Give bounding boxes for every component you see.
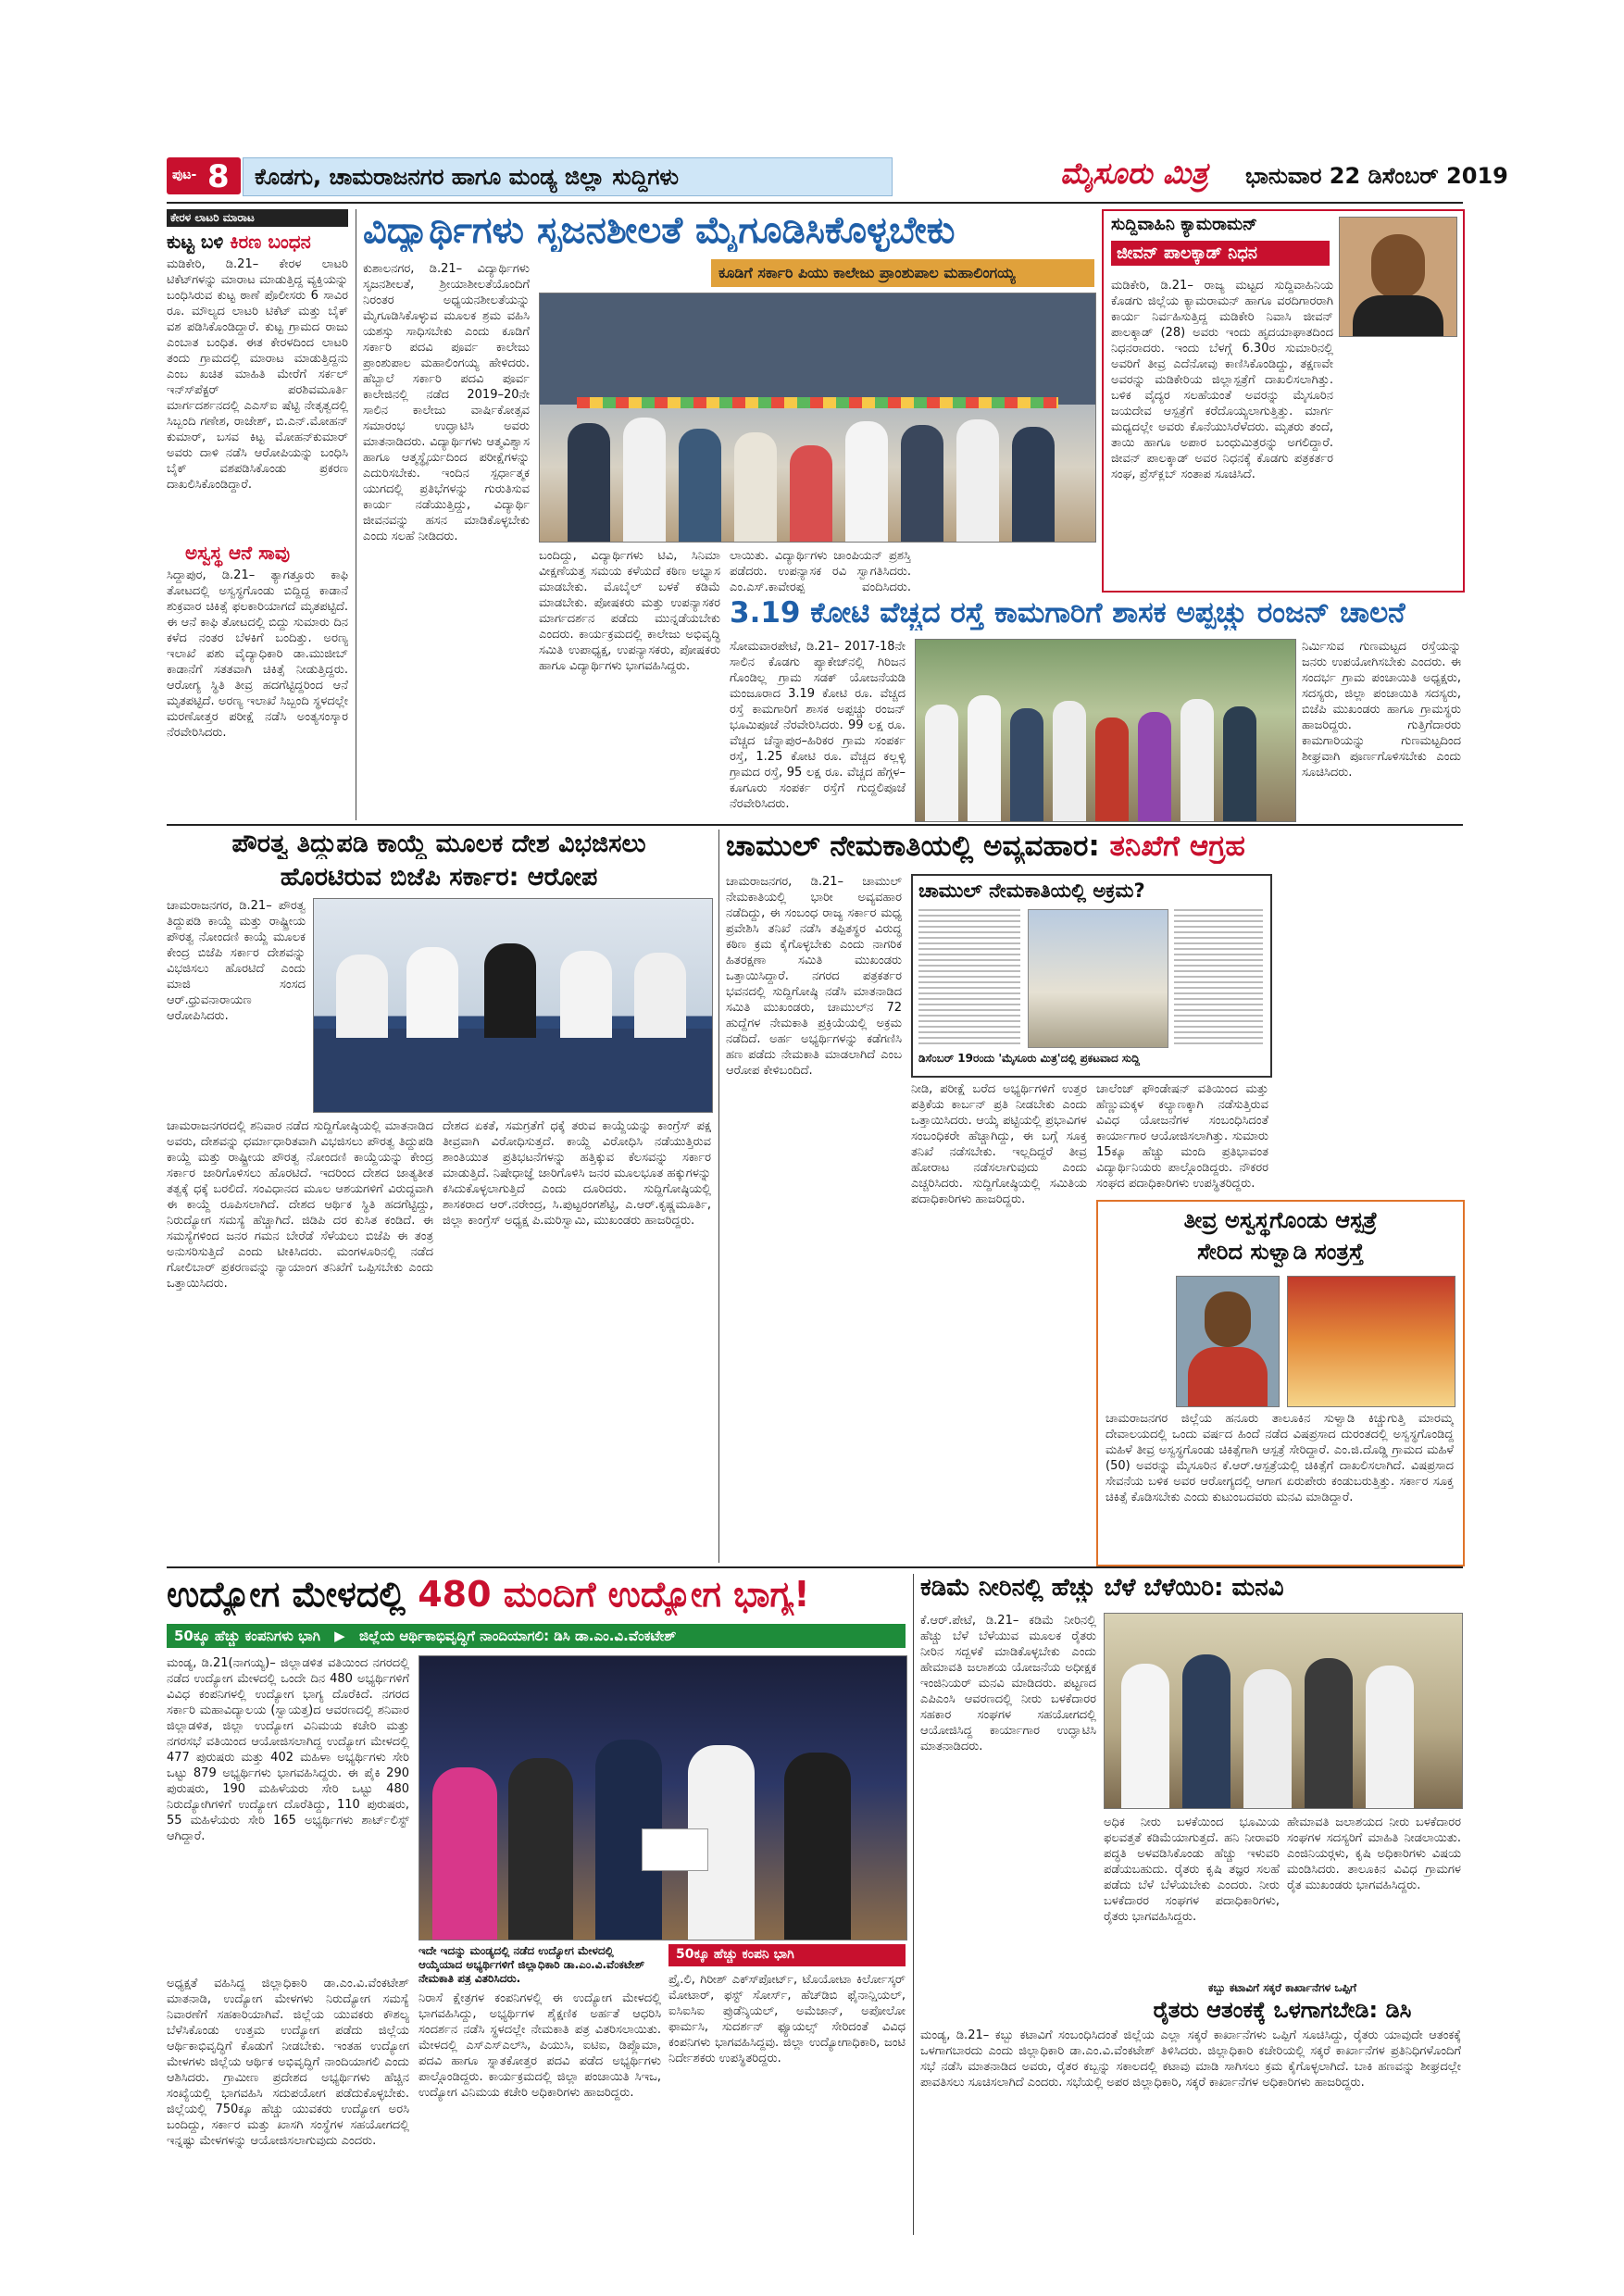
journalist-portrait	[1339, 217, 1457, 337]
dc-body: ಮಂಡ್ಯ, ಡಿ.21– ಕಬ್ಬು ಕಟಾವಿಗೆ ಸಂಬಂಧಿಸಿದಂತೆ ಜಿಲ್ಲೆಯ ಎಲ್ಲಾ ಸಕ್ಕರೆ ಕಾರ್ಖಾನೆಗಳು ಒಪ್ಪಿಗೆ ಸೂಚಿಸಿದ್ದು, ರೈತರು ಯಾವುದೇ ಆತಂಕಕ್ಕೆ ಒಳಗಾಗಬಾರದು ಎಂದು ಜಿಲ್ಲಾಧಿಕಾರಿ ಡಾ.ಎಂ.ವಿ.ವೆಂಕಟೇಶ್ ತಿಳಿಸಿದರು. ಜಿಲ್ಲಾಧಿಕಾರಿ ಕಚೇರಿಯಲ್ಲಿ ಸಕ್ಕರೆ ಕಾರ್ಖಾನೆಗಳ ಪ್ರತಿನಿಧಿಗಳೊಂದಿಗೆ ಸಭೆ ನಡೆಸಿ ಮಾತನಾಡಿದ ಅವರು, ರೈತರ ಕಬ್ಬನ್ನು ಸಕಾಲದಲ್ಲಿ ಕಟಾವು ಮಾಡಿ ಸಾಗಿಸಲು ಕ್ರಮ ಕೈಗೊಳ್ಳಲಾಗಿದೆ. ಬಾಕಿ ಹಣವನ್ನು ಶೀಘ್ರದಲ್ಲೇ ಪಾವತಿಸಲು ಸೂಚಿಸಲಾಗಿದೆ ಎಂದರು. ಸಭೆಯಲ್ಲಿ ಅಪರ ಜಿಲ್ಲಾಧಿಕಾರಿ, ಸಕ್ಕರೆ ಕಾರ್ಖಾನೆಗಳ ಅಧಿಕಾರಿಗಳು ಹಾಜರಿದ್ದರು.	[920, 2028, 1461, 2090]
section-title-bar	[243, 157, 893, 196]
farmers-headline: ಕಡಿಮೆ ನೀರಿನಲ್ಲಿ ಹೆಚ್ಚು ಬೆಳೆ ಬೆಳೆಯಿರಿ: ಮನವಿ	[920, 1574, 1284, 1602]
page-header	[167, 156, 1508, 198]
journalist-headline: ಜೀವನ್ ಪಾಲಕ್ಕಾಡ್ ನಿಧನ	[1111, 241, 1330, 266]
sulwadi-body: ಚಾಮರಾಜನಗರ ಜಿಲ್ಲೆಯ ಹನೂರು ತಾಲೂಕಿನ ಸುಳ್ವಾಡಿ ಕಿಚ್ಚುಗುತ್ತಿ ಮಾರಮ್ಮ ದೇವಾಲಯದಲ್ಲಿ ಒಂದು ವರ್ಷದ ಹಿಂದೆ ನಡೆದ ವಿಷಪ್ರಸಾದ ದುರಂತದಲ್ಲಿ ಅಸ್ವಸ್ಥಗೊಂಡಿದ್ದ ಮಹಿಳೆ ತೀವ್ರ ಅಸ್ವಸ್ಥಗೊಂಡು ಚಿಕಿತ್ಸೆಗಾಗಿ ಆಸ್ಪತ್ರೆ ಸೇರಿದ್ದಾರೆ. ಎಂ.ಜಿ.ದೊಡ್ಡಿ ಗ್ರಾಮದ ಮಹಿಳೆ (50) ಅವರನ್ನು ಮೈಸೂರಿನ ಕೆ.ಆರ್.ಆಸ್ಪತ್ರೆಯಲ್ಲಿ ಚಿಕಿತ್ಸೆಗೆ ದಾಖಲಿಸಲಾಗಿದೆ. ವಿಷಪ್ರಸಾದ ಸೇವನೆಯ ಬಳಿಕ ಅವರ ಆರೋಗ್ಯದಲ್ಲಿ ಆಗಾಗ ಏರುಪೇರು ಕಂಡುಬರುತ್ತಿತ್ತು. ಸರ್ಕಾರ ಸೂಕ್ತ ಚಿಕಿತ್ಸೆ ಕೊಡಿಸಬೇಕು ಎಂದು ಕುಟುಂಬದವರು ಮನವಿ ಮಾಡಿದ್ದಾರೆ.	[1106, 1412, 1454, 1504]
section-title: ಕೊಡಗು, ಚಾಮರಾಜನಗರ ಹಾಗೂ ಮಂಡ್ಯ ಜಿಲ್ಲಾ ಸುದ್ದಿಗಳು	[255, 164, 680, 190]
page-label: ಪುಟ-	[172, 168, 197, 182]
chamul-headline	[726, 830, 1463, 864]
road-photo	[915, 639, 1296, 822]
row1-rule	[167, 824, 1463, 826]
citizenship-photo	[313, 898, 713, 1113]
kerala-story	[167, 209, 348, 820]
sulwadi-temple-photo	[1287, 1276, 1455, 1407]
citizenship-body-col1: ಚಾಮರಾಜನಗರದಲ್ಲಿ ಶನಿವಾರ ನಡೆದ ಸುದ್ದಿಗೋಷ್ಠಿಯಲ್ಲಿ ಮಾತನಾಡಿದ ಅವರು, ದೇಶವನ್ನು ಧರ್ಮಾಧಾರಿತವಾಗಿ ವಿಭಜಿಸಲು ಪೌರತ್ವ ತಿದ್ದುಪಡಿ ಕಾಯ್ದೆ ಮತ್ತು ರಾಷ್ಟ್ರೀಯ ಪೌರತ್ವ ನೋಂದಣಿ ಕಾಯ್ದೆಯನ್ನು ಕೇಂದ್ರ ಸರ್ಕಾರ ಜಾರಿಗೊಳಿಸಲು ಹೊರಟಿದೆ. ಇದರಿಂದ ದೇಶದ ಜಾತ್ಯತೀತ ತತ್ವಕ್ಕೆ ಧಕ್ಕೆ ಬರಲಿದೆ. ಸಂವಿಧಾನದ ಮೂಲ ಆಶಯಗಳಿಗೆ ವಿರುದ್ಧವಾಗಿ ಈ ಕಾಯ್ದೆ ರೂಪಿಸಲಾಗಿದೆ. ದೇಶದ ಆರ್ಥಿಕ ಸ್ಥಿತಿ ಹದಗೆಟ್ಟಿದ್ದು, ನಿರುದ್ಯೋಗ ಸಮಸ್ಯೆ ಹೆಚ್ಚಾಗಿದೆ. ಜಿಡಿಪಿ ದರ ಕುಸಿತ ಕಂಡಿದೆ. ಈ ಸಮಸ್ಯೆಗಳಿಂದ ಜನರ ಗಮನ ಬೇರೆಡೆ ಸೆಳೆಯಲು ಬಿಜೆಪಿ ಈ ತಂತ್ರ ಅನುಸರಿಸುತ್ತಿದೆ ಎಂದು ಟೀಕಿಸಿದರು. ಮಂಗಳೂರಿನಲ್ಲಿ ನಡೆದ ಗೋಲಿಬಾರ್ ಪ್ರಕರಣವನ್ನು ನ್ಯಾಯಾಂಗ ತನಿಖೆಗೆ ಒಪ್ಪಿಸಬೇಕು ಎಂದು ಒತ್ತಾಯಿಸಿದರು.	[167, 1119, 433, 1291]
jobfair-body-left: ಮಂಡ್ಯ, ಡಿ.21(ನಾಗಯ್ಯ)– ಜಿಲ್ಲಾಡಳಿತ ವತಿಯಿಂದ ನಗರದಲ್ಲಿ ನಡೆದ ಉದ್ಯೋಗ ಮೇಳದಲ್ಲಿ ಒಂದೇ ದಿನ 480 ಅಭ್ಯರ್ಥಿಗಳಿಗೆ ವಿವಿಧ ಕಂಪನಿಗಳಲ್ಲಿ ಉದ್ಯೋಗ ಭಾಗ್ಯ ದೊರೆಕಿದೆ. ನಗರದ ಸರ್ಕಾರಿ ಮಹಾವಿದ್ಯಾಲಯ (ಸ್ವಾಯತ್ತ)ದ ಆವರಣದಲ್ಲಿ ಶನಿವಾರ ಜಿಲ್ಲಾಡಳಿತ, ಜಿಲ್ಲಾ ಉದ್ಯೋಗ ವಿನಿಮಯ ಕಚೇರಿ ಮತ್ತು ನಗರಸಭೆ ವತಿಯಿಂದ ಆಯೋಜಿಸಲಾಗಿದ್ದ ಉದ್ಯೋಗ ಮೇಳದಲ್ಲಿ 477 ಪುರುಷರು ಮತ್ತು 402 ಮಹಿಳಾ ಅಭ್ಯರ್ಥಿಗಳು ಸೇರಿ ಒಟ್ಟು 879 ಅಭ್ಯರ್ಥಿಗಳು ಭಾಗವಹಿಸಿದ್ದರು. ಈ ಪೈಕಿ 290 ಪುರುಷರು, 190 ಮಹಿಳೆಯರು ಸೇರಿ ಒಟ್ಟು 480 ನಿರುದ್ಯೋಗಿಗಳಿಗೆ ಉದ್ಯೋಗ ದೊರೆತಿದ್ದು, 110 ಪುರುಷರು, 55 ಮಹಿಳೆಯರು ಸೇರಿ 165 ಅಭ್ಯರ್ಥಿಗಳು ಶಾರ್ಟ್‍ಲಿಸ್ಟ್ ಆಗಿದ್ದಾರೆ.	[167, 1656, 409, 1843]
road-body-left: ಸೋಮವಾರಪೇಟೆ, ಡಿ.21– 2017-18ನೇ ಸಾಲಿನ ಕೊಡಗು ಪ್ಯಾಕೇಜ್‍ನಲ್ಲಿ ಗಿರಿಜನ ಗೊಂಡಿಲ್ಲ ಗ್ರಾಮ ಸಡಕ್ ಯೋಜನೆಯಡಿ ಮಂಜೂರಾದ 3.19 ಕೋಟಿ ರೂ. ವೆಚ್ಚದ ರಸ್ತೆ ಕಾಮಗಾರಿಗೆ ಶಾಸಕ ಅಪ್ಪಚ್ಚು ರಂಜನ್ ಭೂಮಿಪೂಜೆ ನೆರವೇರಿಸಿದರು. 99 ಲಕ್ಷ ರೂ. ವೆಚ್ಚದ ಚೆನ್ನಾಪುರ–ಹಿರಿಕರ ಗ್ರಾಮ ಸಂಪರ್ಕ ರಸ್ತೆ, 1.25 ಕೋಟಿ ರೂ. ವೆಚ್ಚದ ಕಲ್ಲಳ್ಳಿ ಗ್ರಾಮದ ರಸ್ತೆ, 95 ಲಕ್ಷ ರೂ. ವೆಚ್ಚದ ಹೆಗ್ಗಳ–ಕೂಗೂರು ಸಂಪರ್ಕ ರಸ್ತೆಗೆ ಗುದ್ದಲಿಪೂಜೆ ನೆರವೇರಿಸಿದರು.	[730, 640, 906, 811]
chamul-body-mid: ನೀಡಿ, ಪರೀಕ್ಷೆ ಬರೆದ ಅಭ್ಯರ್ಥಿಗಳಿಗೆ ಉತ್ತರ ಪತ್ರಿಕೆಯ ಕಾರ್ಬನ್ ಪ್ರತಿ ನೀಡಬೇಕು ಎಂದು ಒತ್ತಾಯಿಸಿದರು. ಆಯ್ಕೆ ಪಟ್ಟಿಯಲ್ಲಿ ಪ್ರಭಾವಿಗಳ ಸಂಬಂಧಿಕರೇ ಹೆಚ್ಚಾಗಿದ್ದು, ಈ ಬಗ್ಗೆ ಸೂಕ್ತ ತನಿಖೆ ನಡೆಸಬೇಕು. ಇಲ್ಲದಿದ್ದರೆ ತೀವ್ರ ಹೋರಾಟ ನಡೆಸಲಾಗುವುದು ಎಂದು ಎಚ್ಚರಿಸಿದರು. ಸುದ್ದಿಗೋಷ್ಠಿಯಲ್ಲಿ ಸಮಿತಿಯ ಪದಾಧಿಕಾರಿಗಳು ಹಾಜರಿದ್ದರು.	[911, 1082, 1087, 1206]
students-headline: ವಿದ್ಯಾರ್ಥಿಗಳು ಸೃಜನಶೀಲತೆ ಮೈಗೂಡಿಸಿಕೊಳ್ಳಬೇಕು	[363, 209, 956, 252]
certificate	[642, 1828, 708, 1871]
jobfair-body-left-2: ಅಧ್ಯಕ್ಷತೆ ವಹಿಸಿದ್ದ ಜಿಲ್ಲಾಧಿಕಾರಿ ಡಾ.ಎಂ.ವಿ.ವೆಂಕಟೇಶ್ ಮಾತನಾಡಿ, ಉದ್ಯೋಗ ಮೇಳಗಳು ನಿರುದ್ಯೋಗ ಸಮಸ್ಯೆ ನಿವಾರಣೆಗೆ ಸಹಕಾರಿಯಾಗಿವೆ. ಜಿಲ್ಲೆಯ ಯುವಕರು ಕೌಶಲ್ಯ ಬೆಳೆಸಿಕೊಂಡು ಉತ್ತಮ ಉದ್ಯೋಗ ಪಡೆದು ಜಿಲ್ಲೆಯ ಆರ್ಥಿಕಾಭಿವೃದ್ಧಿಗೆ ಕೊಡುಗೆ ನೀಡಬೇಕು. ಇಂತಹ ಉದ್ಯೋಗ ಮೇಳಗಳು ಜಿಲ್ಲೆಯ ಆರ್ಥಿಕ ಅಭಿವೃದ್ಧಿಗೆ ನಾಂದಿಯಾಗಲಿ ಎಂದು ಆಶಿಸಿದರು. ಗ್ರಾಮೀಣ ಪ್ರದೇಶದ ಅಭ್ಯರ್ಥಿಗಳು ಹೆಚ್ಚಿನ ಸಂಖ್ಯೆಯಲ್ಲಿ ಭಾಗವಹಿಸಿ ಸದುಪಯೋಗ ಪಡೆದುಕೊಳ್ಳಬೇಕು. ಜಿಲ್ಲೆಯಲ್ಲಿ 750ಕ್ಕೂ ಹೆಚ್ಚು ಯುವಕರು ಉದ್ಯೋಗ ಅರಸಿ ಬಂದಿದ್ದು, ಸರ್ಕಾರ ಮತ್ತು ಖಾಸಗಿ ಸಂಸ್ಥೆಗಳ ಸಹಯೋಗದಲ್ಲಿ ಇನ್ನಷ್ಟು ಮೇಳಗಳನ್ನು ಆಯೋಜಿಸಲಾಗುವುದು ಎಂದರು.	[167, 1977, 409, 2148]
jobfair-body-right: ಪ್ರೈ.ಲಿ, ಗಿರೀಶ್ ಎಕ್ಸ್‍ಪೋರ್ಟ್, ಟೊಯೋಟಾ ಕಿರ್ಲೋಸ್ಕರ್ ಮೋಟಾರ್, ಫಸ್ಟ್ ಸೋರ್ಸ್, ಹೆಚ್‍ಡಿಬಿ ಫೈನಾನ್ಷಿಯಲ್, ಐಸಿಐಸಿಐ ಪ್ರುಡೆನ್ಶಿಯಲ್, ಅಮೆಜಾನ್, ಅಪೋಲೋ ಫಾರ್ಮಸಿ, ಸುದರ್ಶನ್ ಫ್ಯೂಯಲ್ಸ್ ಸೇರಿದಂತೆ ವಿವಿಧ ಕಂಪನಿಗಳು ಭಾಗವಹಿಸಿದ್ದವು. ಜಿಲ್ಲಾ ಉದ್ಯೋಗಾಧಿಕಾರಿ, ಜಂಟಿ ನಿರ್ದೇಶಕರು ಉಪಸ್ಥಿತರಿದ್ದರು.	[668, 1973, 906, 2065]
clip-text-block-2	[1174, 909, 1263, 1046]
dc-kicker: ಕಬ್ಬು ಕಟಾವಿಗೆ ಸಕ್ಕರೆ ಕಾರ್ಖಾನೆಗಳ ಒಪ್ಪಿಗೆ	[1207, 1981, 1356, 1994]
row2-rule	[167, 1566, 1463, 1568]
elephant-body: ಸಿದ್ದಾಪುರ, ಡಿ.21– ತ್ಯಾಗತ್ತೂರು ಕಾಫಿ ತೋಟದಲ್ಲಿ ಅಸ್ವಸ್ಥಗೊಂಡು ಬಿದ್ದಿದ್ದ ಕಾಡಾನೆ ಶುಕ್ರವಾರ ಚಿಕಿತ್ಸೆ ಫಲಕಾರಿಯಾಗದೆ ಮೃತಪಟ್ಟಿದೆ. ಈ ಆನೆ ಕಾಫಿ ತೋಟದಲ್ಲಿ ಬಿದ್ದು ಸುಮಾರು ದಿನ ಕಳೆದ ನಂತರ ಬೆಳಕಿಗೆ ಬಂದಿತ್ತು. ಅರಣ್ಯ ಇಲಾಖೆ ಪಶು ವೈದ್ಯಾಧಿಕಾರಿ ಡಾ.ಮುಜೀಬ್ ಕಾಡಾನೆಗೆ ಸತತವಾಗಿ ಚಿಕಿತ್ಸೆ ನೀಡುತ್ತಿದ್ದರು. ಆರೋಗ್ಯ ಸ್ಥಿತಿ ತೀವ್ರ ಹದಗೆಟ್ಟಿದ್ದರಿಂದ ಆನೆ ಮೃತಪಟ್ಟಿದೆ. ಅರಣ್ಯ ಇಲಾಖೆ ಸಿಬ್ಬಂದಿ ಸ್ಥಳದಲ್ಲೇ ಮರಣೋತ್ತರ ಪರೀಕ್ಷೆ ನಡೆಸಿ ಅಂತ್ಯಸಂಸ್ಕಾರ ನೆರವೇರಿಸಿದರು.	[167, 568, 348, 740]
citizenship-headline-1: ಪೌರತ್ವ ತಿದ್ದುಪಡಿ ಕಾಯ್ದೆ ಮೂಲಕ ದೇಶ ವಿಭಜಿಸಲು	[231, 830, 646, 858]
jobfair-body-mid: ನಿರಾಸೆ ಕ್ಷೇತ್ರಗಳ ಕಂಪನಿಗಳಲ್ಲಿ ಈ ಉದ್ಯೋಗ ಮೇಳದಲ್ಲಿ ಭಾಗವಹಿಸಿದ್ದು, ಅಭ್ಯರ್ಥಿಗಳ ಶೈಕ್ಷಣಿಕ ಅರ್ಹತೆ ಆಧರಿಸಿ ಸಂದರ್ಶನ ನಡೆಸಿ ಸ್ಥಳದಲ್ಲೇ ನೇಮಕಾತಿ ಪತ್ರ ವಿತರಿಸಲಾಯಿತು. ಮೇಳದಲ್ಲಿ ಎಸ್‍ಎಸ್‍ಎಲ್‍ಸಿ, ಪಿಯುಸಿ, ಐಟಿಐ, ಡಿಪ್ಲೊಮಾ, ಪದವಿ ಹಾಗೂ ಸ್ನಾತಕೋತ್ತರ ಪದವಿ ಪಡೆದ ಅಭ್ಯರ್ಥಿಗಳು ಪಾಲ್ಗೊಂಡಿದ್ದರು. ಕಾರ್ಯಕ್ರಮದಲ್ಲಿ ಜಿಲ್ಲಾ ಪಂಚಾಯಿತಿ ಸಿಇಒ, ಉದ್ಯೋಗ ವಿನಿಮಯ ಕಚೇರಿ ಅಧಿಕಾರಿಗಳು ಹಾಜರಿದ್ದರು.	[418, 1991, 661, 2100]
jobfair-headline-b: ಮಂದಿಗೆ ಉದ್ಯೋಗ ಭಾಗ್ಯ!	[503, 1574, 810, 1615]
farmers-body-b: ಅಧಿಕ ನೀರು ಬಳಕೆಯಿಂದ ಭೂಮಿಯ ಫಲವತ್ತತೆ ಕಡಿಮೆಯಾಗುತ್ತದೆ. ಹನಿ ನೀರಾವರಿ ಪದ್ಧತಿ ಅಳವಡಿಸಿಕೊಂಡು ಹೆಚ್ಚು ಇಳುವರಿ ಪಡೆಯಬಹುದು. ರೈತರು ಕೃಷಿ ತಜ್ಞರ ಸಲಹೆ ಪಡೆದು ಬೆಳೆ ಬೆಳೆಯಬೇಕು ಎಂದರು. ನೀರು ಬಳಕೆದಾರರ ಸಂಘಗಳ ಪದಾಧಿಕಾರಿಗಳು, ರೈತರು ಭಾಗವಹಿಸಿದ್ದರು.	[1104, 1816, 1280, 1924]
chamul-clipping	[911, 874, 1272, 1078]
students-body-right-2	[918, 548, 1094, 594]
chamul-headline-b: ತನಿಖೆಗೆ ಆಗ್ರಹ	[1109, 830, 1245, 863]
elephant-headline: ಅಸ್ವಸ್ಥ ಆನೆ ಸಾವು	[185, 542, 291, 564]
road-crowd	[916, 677, 1295, 821]
students-photo	[539, 293, 1096, 543]
press-table	[314, 1029, 712, 1112]
journalist-box	[1102, 209, 1465, 593]
chamul-body-left: ಚಾಮರಾಜನಗರ, ಡಿ.21– ಚಾಮುಲ್ ನೇಮಕಾತಿಯಲ್ಲಿ ಭಾರೀ ಅವ್ಯವಹಾರ ನಡೆದಿದ್ದು, ಈ ಸಂಬಂಧ ರಾಜ್ಯ ಸರ್ಕಾರ ಮಧ್ಯ ಪ್ರವೇಶಿಸಿ ತನಿಖೆ ನಡೆಸಿ ತಪ್ಪಿತಸ್ಥರ ವಿರುದ್ಧ ಕಠಿಣ ಕ್ರಮ ಕೈಗೊಳ್ಳಬೇಕು ಎಂದು ನಾಗರಿಕ ಹಿತರಕ್ಷಣಾ ಸಮಿತಿ ಮುಖಂಡರು ಒತ್ತಾಯಿಸಿದ್ದಾರೆ. ನಗರದ ಪತ್ರಕರ್ತರ ಭವನದಲ್ಲಿ ಸುದ್ದಿಗೋಷ್ಠಿ ನಡೆಸಿ ಮಾತನಾಡಿದ ಸಮಿತಿ ಮುಖಂಡರು, ಚಾಮುಲ್‍ನ 72 ಹುದ್ದೆಗಳ ನೇಮಕಾತಿ ಪ್ರಕ್ರಿಯೆಯಲ್ಲಿ ಅಕ್ರಮ ನಡೆದಿದೆ. ಅರ್ಹ ಅಭ್ಯರ್ಥಿಗಳನ್ನು ಕಡೆಗಣಿಸಿ ಹಣ ಪಡೆದು ನೇಮಕಾತಿ ಮಾಡಲಾಗಿದೆ ಎಂಬ ಆರೋಪ ಕೇಳಿಬಂದಿದೆ.	[726, 875, 902, 1078]
kerala-headline	[167, 231, 348, 253]
sulwadi-box	[1096, 1200, 1465, 1566]
citizenship-body-col2: ದೇಶದ ಏಕತೆ, ಸಮಗ್ರತೆಗೆ ಧಕ್ಕೆ ತರುವ ಕಾಯ್ದೆಯನ್ನು ಕಾಂಗ್ರೆಸ್ ಪಕ್ಷ ತೀವ್ರವಾಗಿ ವಿರೋಧಿಸುತ್ತದೆ. ಕಾಯ್ದೆ ವಿರೋಧಿಸಿ ನಡೆಯುತ್ತಿರುವ ಶಾಂತಿಯುತ ಪ್ರತಿಭಟನೆಗಳನ್ನು ಹತ್ತಿಕ್ಕುವ ಕೆಲಸವನ್ನು ಸರ್ಕಾರ ಮಾಡುತ್ತಿದೆ. ನಿಷೇಧಾಜ್ಞೆ ಜಾರಿಗೊಳಿಸಿ ಜನರ ಮೂಲಭೂತ ಹಕ್ಕುಗಳನ್ನು ಕಸಿದುಕೊಳ್ಳಲಾಗುತ್ತಿದೆ ಎಂದು ದೂರಿದರು. ಸುದ್ದಿಗೋಷ್ಠಿಯಲ್ಲಿ ಶಾಸಕರಾದ ಆರ್.ನರೇಂದ್ರ, ಸಿ.ಪುಟ್ಟರಂಗಶೆಟ್ಟಿ, ಎ.ಆರ್.ಕೃಷ್ಣಮೂರ್ತಿ, ಜಿಲ್ಲಾ ಕಾಂಗ್ರೆಸ್ ಅಧ್ಯಕ್ಷ ಪಿ.ಮರಿಸ್ವಾಮಿ, ಮುಖಂಡರು ಹಾಜರಿದ್ದರು.	[443, 1119, 711, 1228]
road-headline: 3.19 ಕೋಟಿ ವೆಚ್ಚದ ರಸ್ತೆ ಕಾಮಗಾರಿಗೆ ಶಾಸಕ ಅಪ್ಪಚ್ಚು ರಂಜನ್ ಚಾಲನೆ	[730, 596, 1405, 630]
students-body-right: ಲಾಯಿತು. ವಿದ್ಯಾರ್ಥಿಗಳು ಚಾಂಪಿಯನ್ ಪ್ರಶಸ್ತಿ ಪಡೆದರು. ಉಪನ್ಯಾಸಕ ರವಿ ಸ್ವಾಗತಿಸಿದರು. ಎಂ.ಎಸ್.ಕಾವೇರಪ್ಪ ವಂದಿಸಿದರು.	[730, 549, 911, 594]
portrait-face	[1371, 234, 1425, 299]
chamul-body-right: ಚಾಲೆಂಜ್ ಫೌಂಡೇಷನ್ ವತಿಯಿಂದ ಮತ್ತು ಹೆಣ್ಣುಮಕ್ಕಳ ಕಲ್ಯಾಣಕ್ಕಾಗಿ ನಡೆಸುತ್ತಿರುವ ವಿವಿಧ ಯೋಜನೆಗಳ ಸಂಬಂಧಿಸಿದಂತೆ ಕಾರ್ಯಾಗಾರ ಆಯೋಜಿಸಲಾಗಿತ್ತು. ಸುಮಾರು 15ಕ್ಕೂ ಹೆಚ್ಚು ಮಂದಿ ಪ್ರತಿಭಾವಂತ ವಿದ್ಯಾರ್ಥಿನಿಯರು ಪಾಲ್ಗೊಂಡಿದ್ದರು. ನೌಕರರ ಸಂಘದ ಪದಾಧಿಕಾರಿಗಳು ಉಪಸ್ಥಿತರಿದ್ದರು.	[1096, 1082, 1268, 1191]
jobfair-photo-label: 50ಕ್ಕೂ ಹೆಚ್ಚು ಕಂಪನಿ ಭಾಗಿ	[668, 1944, 906, 1966]
jobfair-tag-right: ಜಿಲ್ಲೆಯ ಆರ್ಥಿಕಾಭಿವೃದ್ಧಿಗೆ ನಾಂದಿಯಾಗಲಿ: ಡಿಸಿ ಡಾ.ಎಂ.ವಿ.ವೆಂಕಟೇಶ್	[358, 1628, 677, 1644]
jobfair-headline-num: 480	[418, 1574, 492, 1615]
paper-name: ಮೈಸೂರು ಮಿತ್ರ	[1060, 156, 1208, 191]
masthead-rule	[167, 202, 1463, 204]
chamul-clip-title: ಚಾಮುಲ್ ನೇಮಕಾತಿಯಲ್ಲಿ ಅಕ್ರಮ?	[918, 880, 1145, 902]
jobfair-photo	[418, 1655, 907, 1940]
journalist-body: ಮಡಿಕೇರಿ, ಡಿ.21– ರಾಜ್ಯ ಮಟ್ಟದ ಸುದ್ದಿವಾಹಿನಿಯ ಕೊಡಗು ಜಿಲ್ಲೆಯ ಕ್ಯಾಮರಾಮನ್ ಹಾಗೂ ವರದಿಗಾರರಾಗಿ ಕಾರ್ಯ ನಿರ್ವಹಿಸುತ್ತಿದ್ದ ಮಡಿಕೇರಿ ನಿವಾಸಿ ಜೀವನ್ ಪಾಲಕ್ಕಾಡ್ (28) ಅವರು ಇಂದು ಹೃದಯಾಘಾತದಿಂದ ನಿಧನರಾದರು. ಇಂದು ಬೆಳಗ್ಗೆ 6.30ರ ಸುಮಾರಿನಲ್ಲಿ ಅವರಿಗೆ ತೀವ್ರ ಎದೆನೋವು ಕಾಣಿಸಿಕೊಂಡಿದ್ದು, ತಕ್ಷಣವೇ ಅವರನ್ನು ಮಡಿಕೇರಿಯ ಜಿಲ್ಲಾಸ್ಪತ್ರೆಗೆ ದಾಖಲಿಸಲಾಗಿತ್ತು. ಬಳಿಕ ವೈದ್ಯರ ಸಲಹೆಯಂತೆ ಅವರನ್ನು ಮೈಸೂರಿನ ಜಯದೇವ ಆಸ್ಪತ್ರೆಗೆ ಕರೆದೊಯ್ಯಲಾಗುತ್ತಿತ್ತು. ಮಾರ್ಗ ಮಧ್ಯದಲ್ಲೇ ಅವರು ಕೊನೆಯುಸಿರೆಳೆದರು. ಮೃತರು ತಂದೆ, ತಾಯಿ ಹಾಗೂ ಅಪಾರ ಬಂಧುಮಿತ್ರರನ್ನು ಅಗಲಿದ್ದಾರೆ. ಜೀವನ್ ಪಾಲಕ್ಕಾಡ್ ಅವರ ನಿಧನಕ್ಕೆ ಕೊಡಗು ಪತ್ರಕರ್ತರ ಸಂಘ, ಪ್ರೆಸ್‍ಕ್ಲಬ್ ಸಂತಾಪ ಸೂಚಿಸಿದೆ.	[1111, 279, 1333, 481]
students-body-left: ಕುಶಾಲನಗರ, ಡಿ.21– ವಿದ್ಯಾರ್ಥಿಗಳು ಸೃಜನಶೀಲತೆ, ಶ್ರೀಯಾಶೀಲತೆಯೊಂದಿಗೆ ನಿರಂತರ ಅಧ್ಯಯನಶೀಲತೆಯನ್ನು ಮೈಗೂಡಿಸಿಕೊಳ್ಳುವ ಮೂಲಕ ಶ್ರಮ ವಹಿಸಿ ಯಶಸ್ಸು ಸಾಧಿಸಬೇಕು ಎಂದು ಕೂಡಿಗೆ ಸರ್ಕಾರಿ ಪದವಿ ಪೂರ್ವ ಕಾಲೇಜು ಪ್ರಾಂಶುಪಾಲ ಮಹಾಲಿಂಗಯ್ಯ ಹೇಳಿದರು. ಹೆಬ್ಬಾಲೆ ಸರ್ಕಾರಿ ಪದವಿ ಪೂರ್ವ ಕಾಲೇಜಿನಲ್ಲಿ ನಡೆದ 2019–20ನೇ ಸಾಲಿನ ಕಾಲೇಜು ವಾರ್ಷಿಕೋತ್ಸವ ಸಮಾರಂಭ ಉದ್ಘಾಟಿಸಿ ಅವರು ಮಾತನಾಡಿದರು. ವಿದ್ಯಾರ್ಥಿಗಳು ಆತ್ಮವಿಶ್ವಾಸ ಹಾಗೂ ಆತ್ಮಸ್ಥೈರ್ಯದಿಂದ ಪರೀಕ್ಷೆಗಳನ್ನು ಎದುರಿಸಬೇಕು. ಇಂದಿನ ಸ್ಪರ್ಧಾತ್ಮಕ ಯುಗದಲ್ಲಿ ಪ್ರತಿಭೆಗಳನ್ನು ಗುರುತಿಸುವ ಕಾರ್ಯ ನಡೆಯುತ್ತಿದ್ದು, ವಿದ್ಯಾರ್ಥಿ ಜೀವನವನ್ನು ಹಸನ ಮಾಡಿಕೊಳ್ಳಬೇಕು ಎಂದು ಸಲಹೆ ನೀಡಿದರು.	[363, 262, 530, 543]
journalist-kicker: ಸುದ್ದಿವಾಹಿನಿ ಕ್ಯಾಮರಾಮನ್	[1111, 215, 1257, 234]
students-body-mid: ಬಂದಿದ್ದು, ವಿದ್ಯಾರ್ಥಿಗಳು ಟಿವಿ, ಸಿನಿಮಾ ವೀಕ್ಷಣೆಯತ್ತ ಸಮಯ ಕಳೆಯದೆ ಕಠಿಣ ಅಭ್ಯಾಸ ಮಾಡಬೇಕು. ಮೊಬೈಲ್ ಬಳಕೆ ಕಡಿಮೆ ಮಾಡಬೇಕು. ಪೋಷಕರು ಮತ್ತು ಉಪನ್ಯಾಸಕರ ಮಾರ್ಗದರ್ಶನ ಪಡೆದು ಮುನ್ನಡೆಯಬೇಕು ಎಂದರು. ಕಾರ್ಯಕ್ರಮದಲ್ಲಿ ಕಾಲೇಜು ಅಭಿವೃದ್ಧಿ ಸಮಿತಿ ಉಪಾಧ್ಯಕ್ಷ, ಉಪನ್ಯಾಸಕರು, ಪೋಷಕರು ಹಾಗೂ ವಿದ್ಯಾರ್ಥಿಗಳು ಭಾಗವಹಿಸಿದ್ದರು.	[539, 549, 720, 673]
jobfair-photo-caption: ಇದೇ ಇದನ್ನು ಮಂಡ್ಯದಲ್ಲಿ ನಡೆದ ಉದ್ಯೋಗ ಮೇಳದಲ್ಲಿ ಆಯ್ಕೆಯಾದ ಅಭ್ಯರ್ಥಿಗಳಿಗೆ ಜಿಲ್ಲಾಧಿಕಾರಿ ಡಾ.ಎಂ.ವಿ.ವೆಂಕಟೇಶ್ ನೇಮಕಾತಿ ಪತ್ರ ವಿತರಿಸಿದರು.	[418, 1944, 645, 1985]
chamul-clip-caption: ಡಿಸೆಂಬರ್ 19ರಂದು 'ಮೈಸೂರು ಮಿತ್ರ'ದಲ್ಲಿ ಪ್ರಕಟವಾದ ಸುದ್ದಿ	[918, 1052, 1140, 1065]
jobfair-headline-a: ಉದ್ಯೋಗ ಮೇಳದಲ್ಲಿ	[167, 1574, 406, 1615]
people-group	[558, 405, 1077, 542]
chamul-body-far	[1278, 874, 1461, 1189]
clip-photo	[1028, 909, 1168, 1048]
citizenship-headline-2: ಹೊರಟಿರುವ ಬಿಜೆಪಿ ಸರ್ಕಾರ: ಆರೋಪ	[280, 863, 598, 892]
kerala-headline-a: ಕುಟ್ಟ ಬಳಿ	[167, 231, 224, 253]
citizenship-body-side: ಚಾಮರಾಜನಗರ, ಡಿ.21– ಪೌರತ್ವ ತಿದ್ದುಪಡಿ ಕಾಯ್ದೆ ಮತ್ತು ರಾಷ್ಟ್ರೀಯ ಪೌರತ್ವ ನೋಂದಣಿ ಕಾಯ್ದೆ ಮೂಲಕ ಕೇಂದ್ರ ಬಿಜೆಪಿ ಸರ್ಕಾರ ದೇಶವನ್ನು ವಿಭಜಿಸಲು ಹೊರಟಿದೆ ಎಂದು ಮಾಜಿ ಸಂಸದ ಆರ್.ಧ್ರುವನಾರಾಯಣ ಆರೋಪಿಸಿದರು.	[167, 899, 306, 1023]
jobfair-headline	[167, 1574, 906, 1616]
farmers-body-c: ಹೇಮಾವತಿ ಜಲಾಶಯದ ನೀರು ಬಳಕೆದಾರರ ಸಂಘಗಳ ಸದಸ್ಯರಿಗೆ ಮಾಹಿತಿ ನೀಡಲಾಯಿತು. ಎಂಜಿನಿಯರ್‍ಗಳು, ಕೃಷಿ ಅಧಿಕಾರಿಗಳು ವಿಷಯ ಮಂಡಿಸಿದರು. ತಾಲೂಕಿನ ವಿವಿಧ ಗ್ರಾಮಗಳ ರೈತ ಮುಖಂಡರು ಭಾಗವಹಿಸಿದ್ದರು.	[1287, 1816, 1461, 1892]
chamul-headline-a: ಚಾಮುಲ್ ನೇಮಕಾತಿಯಲ್ಲಿ ಅವ್ಯವಹಾರ:	[726, 830, 1100, 863]
row3-mid-rule	[913, 1574, 914, 2235]
kerala-kicker: ಕೇರಳ ಲಾಟರಿ ಮಾರಾಟ	[167, 209, 348, 227]
jobfair-tag-left: 50ಕ್ಕೂ ಹೆಚ್ಚು ಕಂಪನಿಗಳು ಭಾಗಿ	[174, 1628, 320, 1644]
farmers-body-a: ಕೆ.ಆರ್.ಪೇಟೆ, ಡಿ.21– ಕಡಿಮೆ ನೀರಿನಲ್ಲಿ ಹೆಚ್ಚು ಬೆಳೆ ಬೆಳೆಯುವ ಮೂಲಕ ರೈತರು ನೀರಿನ ಸದ್ಬಳಕೆ ಮಾಡಿಕೊಳ್ಳಬೇಕು ಎಂದು ಹೇಮಾವತಿ ಜಲಾಶಯ ಯೋಜನೆಯ ಅಧೀಕ್ಷಕ ಇಂಜಿನಿಯರ್ ಮನವಿ ಮಾಡಿದರು. ಪಟ್ಟಣದ ಎಪಿಎಂಸಿ ಆವರಣದಲ್ಲಿ ನೀರು ಬಳಕೆದಾರರ ಸಹಕಾರ ಸಂಘಗಳ ಸಹಯೋಗದಲ್ಲಿ ಆಯೋಜಿಸಿದ್ದ ಕಾರ್ಯಾಗಾರ ಉದ್ಘಾಟಿಸಿ ಮಾತನಾಡಿದರು.	[920, 1614, 1096, 1753]
sulwadi-headline-2: ಸೇರಿದ ಸುಳ್ವಾಡಿ ಸಂತ್ರಸ್ತೆ	[1197, 1239, 1364, 1265]
issue-date: ಭಾನುವಾರ 22 ಡಿಸೆಂಬರ್ 2019	[1245, 163, 1508, 189]
students-subhead: ಕೂಡಿಗೆ ಸರ್ಕಾರಿ ಪಿಯು ಕಾಲೇಜು ಪ್ರಾಂಶುಪಾಲ ಮಹಾಲಿಂಗಯ್ಯ	[711, 259, 1094, 287]
row2-mid-rule	[718, 830, 719, 1563]
kerala-headline-b: ಕಿರಣ ಬಂಧನ	[230, 231, 311, 253]
tag-separator-icon: ▶	[334, 1628, 345, 1644]
kerala-body: ಮಡಿಕೇರಿ, ಡಿ.21– ಕೇರಳ ಲಾಟರಿ ಟಿಕೆಟ್‍ಗಳನ್ನು ಮಾರಾಟ ಮಾಡುತ್ತಿದ್ದ ವ್ಯಕ್ತಿಯನ್ನು ಬಂಧಿಸಿರುವ ಕುಟ್ಟ ಠಾಣೆ ಪೊಲೀಸರು 6 ಸಾವಿರ ರೂ. ಮೌಲ್ಯದ ಲಾಟರಿ ಟಿಕೆಟ್ ಮತ್ತು ಬೈಕ್ ವಶ ಪಡಿಸಿಕೊಂಡಿದ್ದಾರೆ. ಕುಟ್ಟ ಗ್ರಾಮದ ರಾಜು ಎಂಬಾತ ಬಂಧಿತ. ಈತ ಕೇರಳದಿಂದ ಲಾಟರಿ ತಂದು ಗ್ರಾಮದಲ್ಲಿ ಮಾರಾಟ ಮಾಡುತ್ತಿದ್ದನು ಎಂಬ ಖಚಿತ ಮಾಹಿತಿ ಮೇರೆಗೆ ಸರ್ಕಲ್ ಇನ್ಸ್‍ಪೆಕ್ಟರ್ ಪರಶಿವಮೂರ್ತಿ ಮಾರ್ಗದರ್ಶನದಲ್ಲಿ ಎಎಸ್‍ಐ ಷೆಟ್ಟಿ ನೇತೃತ್ವದಲ್ಲಿ ಸಿಬ್ಬಂದಿ ಗಣೇಶ, ರಾಜೇಶ್, ಬಿ.ಎನ್.ಮೋಹನ್ ಕುಮಾರ್, ಬಸವ ಕಿಟ್ಟ ಮೋಹನ್‍ಕುಮಾರ್ ಅವರು ದಾಳಿ ನಡೆಸಿ ಆರೋಪಿಯನ್ನು ಬಂಧಿಸಿ ಬೈಕ್ ವಶಪಡಿಸಿಕೊಂಡು ಪ್ರಕರಣ ದಾಖಲಿಸಿಕೊಂಡಿದ್ದಾರೆ.	[167, 257, 348, 492]
sulwadi-victim-photo	[1176, 1276, 1280, 1407]
clip-text-block	[918, 909, 1020, 1046]
road-body-right: ನಿರ್ಮಿಸುವ ಗುಣಮಟ್ಟದ ರಸ್ತೆಯನ್ನು ಜನರು ಉಪಯೋಗಿಸಬೇಕು ಎಂದರು. ಈ ಸಂದರ್ಭ ಗ್ರಾಮ ಪಂಚಾಯಿತಿ ಅಧ್ಯಕ್ಷರು, ಸದಸ್ಯರು, ಜಿಲ್ಲಾ ಪಂಚಾಯಿತಿ ಸದಸ್ಯರು, ಬಿಜೆಪಿ ಮುಖಂಡರು ಹಾಗೂ ಗ್ರಾಮಸ್ಥರು ಹಾಜರಿದ್ದರು. ಗುತ್ತಿಗೆದಾರರು ಕಾಮಗಾರಿಯನ್ನು ಗುಣಮಟ್ಟದಿಂದ ಶೀಘ್ರವಾಗಿ ಪೂರ್ಣಗೊಳಿಸಬೇಕು ಎಂದು ಸೂಚಿಸಿದರು.	[1302, 640, 1461, 780]
dc-headline: ರೈತರು ಆತಂಕಕ್ಕೆ ಒಳಗಾಗಬೇಡಿ: ಡಿಸಿ	[1153, 1997, 1412, 2023]
stage-backdrop	[540, 293, 1095, 405]
sulwadi-headline-1: ತೀವ್ರ ಅಸ್ವಸ್ಥಗೊಂಡು ಆಸ್ಪತ್ರೆ	[1183, 1207, 1378, 1233]
portrait-shirt	[1353, 295, 1443, 336]
page-number-badge	[167, 157, 241, 194]
jobfair-tag-bar	[167, 1624, 906, 1648]
farmers-photo	[1104, 1613, 1463, 1809]
page-number: 8	[207, 158, 230, 195]
